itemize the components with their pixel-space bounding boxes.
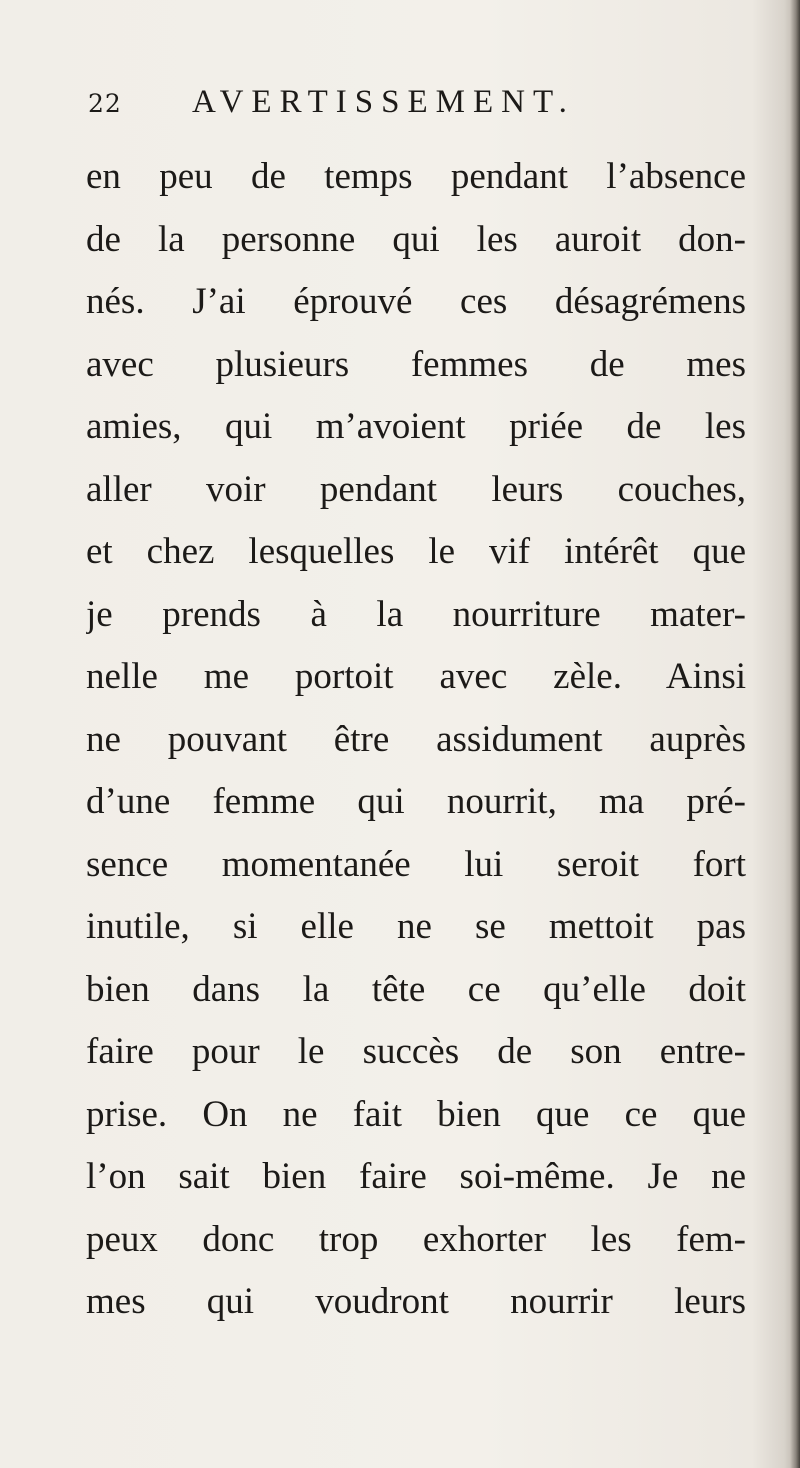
text-line: peux donc trop exhorter les fem- [86,1218,746,1260]
text-line: aller voir pendant leurs couches, [86,468,746,510]
text-line: nés. J’ai éprouvé ces désagrémens [86,281,746,322]
text-line: mes qui voudront nourrir leurs [86,1281,746,1322]
text-line: inutile, si elle ne se mettoit pas [86,906,746,947]
body-text [86,146,746,1334]
text-line: de la personne qui les auroit don- [86,218,746,260]
text-line: amies, qui m’avoient priée de les [86,406,746,447]
text-line: avec plusieurs femmes de mes [86,343,746,385]
text-line: bien dans la tête ce qu’elle doit [86,968,746,1010]
text-line: je prends à la nourriture mater- [86,593,746,635]
page-edge-shadow [790,0,800,1468]
text-line: ne pouvant être assidument auprès [86,718,746,760]
text-line: faire pour le succès de son entre- [86,1031,746,1072]
text-line: nelle me portoit avec zèle. Ainsi [86,656,746,697]
text-line: prise. On ne fait bien que ce que [86,1093,746,1135]
text-line: d’une femme qui nourrit, ma pré- [86,781,746,822]
running-title: AVERTISSEMENT. [192,84,575,120]
text-line: sence momentanée lui seroit fort [86,843,746,885]
page-number: 22 [88,89,122,118]
text-line: et chez lesquelles le vif intérêt que [86,531,746,572]
text-line: en peu de temps pendant l’absence [86,156,746,197]
text-line: l’on sait bien faire soi-même. Je ne [86,1156,746,1197]
running-head [88,84,575,124]
